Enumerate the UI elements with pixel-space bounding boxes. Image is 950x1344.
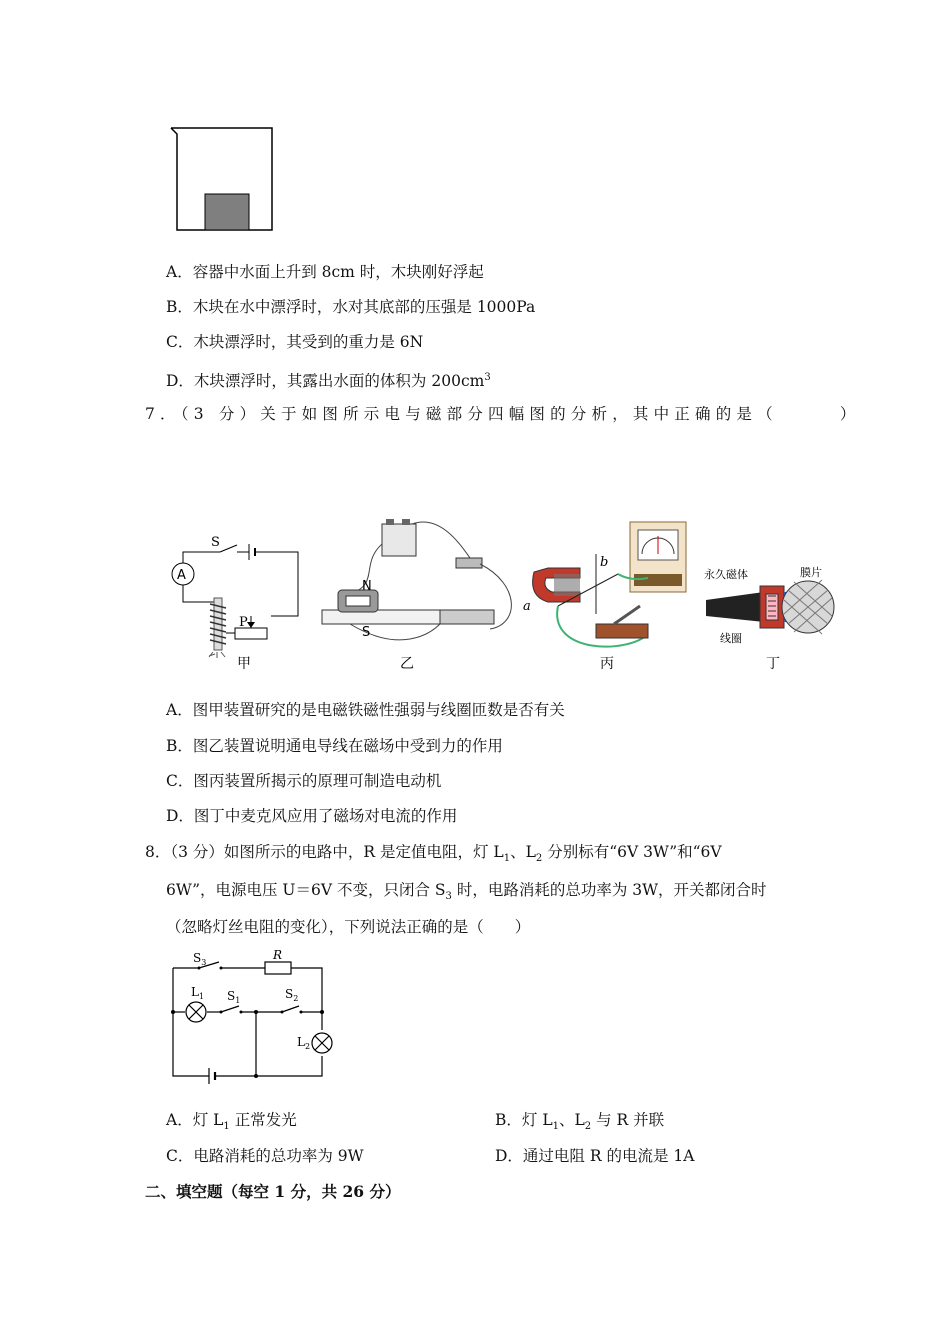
- s2-label: $S_2$: [285, 987, 299, 1003]
- q8-option-a: A．灯 $L_1$ 正常发光: [166, 1111, 297, 1133]
- q7-option-b: B．图乙装置说明通电导线在磁场中受到力的作用: [166, 737, 503, 755]
- wood-block: [205, 194, 249, 230]
- point-a-label: a: [523, 599, 531, 614]
- section-2-heading: 二、填空题（每空 1 分，共 26 分）: [145, 1182, 401, 1201]
- switch-s-label: S: [211, 535, 220, 550]
- s3-label: $S_3$: [193, 951, 207, 967]
- q8-stem-line1: 8．（3 分）如图所示的电路中，R 是定值电阻，灯 $L_1$、$L_2$ 分别标有“6V 3W”和“6V: [145, 843, 722, 865]
- r-label: R: [273, 948, 283, 962]
- caption-bing: 丙: [600, 656, 614, 672]
- q6-option-a: A．容器中水面上升到 8cm 时，木块刚好浮起: [166, 263, 484, 281]
- permanent-magnet-label: 永久磁体: [704, 568, 748, 581]
- caption-jia: 甲: [237, 656, 251, 672]
- s1-label: $S_1$: [227, 989, 241, 1005]
- figure-ding-microphone: [704, 560, 838, 674]
- q8-stem-line2: 6W”，电源电压 U＝6V 不变，只闭合 $S_3$ 时，电路消耗的总功率为 3W，开关都闭合时: [166, 881, 767, 903]
- q8-option-b: B．灯 $L_1$、$L_2$ 与 R 并联: [495, 1111, 665, 1133]
- coil-label: 线圈: [720, 632, 742, 645]
- north-pole-label: N: [362, 579, 372, 594]
- figure-yi-motor-experiment: [320, 514, 520, 674]
- diaphragm-label: 膜片: [800, 566, 822, 579]
- q8-option-d: D．通过电阻 R 的电流是 1A: [495, 1147, 695, 1165]
- caption-ding: 丁: [766, 656, 780, 672]
- q8-option-c: C．电路消耗的总功率为 9W: [166, 1147, 364, 1165]
- q6-option-d: D．木块漂浮时，其露出水面的体积为 $200cm^3$: [166, 372, 491, 391]
- south-pole-label: S: [362, 625, 371, 640]
- q8-circuit-diagram: [165, 948, 340, 1088]
- q6-option-b: B．木块在水中漂浮时，水对其底部的压强是 1000Pa: [166, 298, 536, 316]
- caption-yi: 乙: [400, 656, 414, 672]
- q7-stem: 7．（3 分）关于如图所示电与磁部分四幅图的分析，其中正确的是（ ）: [145, 405, 861, 423]
- q7-option-d: D．图丁中麦克风应用了磁场对电流的作用: [166, 807, 458, 825]
- slider-p-label: P: [239, 615, 248, 630]
- q7-option-c: C．图丙装置所揭示的原理可制造电动机: [166, 772, 442, 790]
- figure-jia-electromagnet-circuit: [165, 528, 310, 674]
- point-b-label: b: [600, 555, 609, 570]
- q7-option-a: A．图甲装置研究的是电磁铁磁性强弱与线圈匝数是否有关: [166, 701, 565, 719]
- q6-option-c: C．木块漂浮时，其受到的重力是 6N: [166, 333, 424, 351]
- l1-label: $L_1$: [191, 985, 205, 1001]
- q8-stem-line3: （忽略灯丝电阻的变化），下列说法正确的是（ ）: [166, 918, 531, 936]
- ammeter-label: A: [177, 568, 186, 583]
- figure-bing-induction-experiment: [518, 514, 698, 674]
- l2-label: $L_2$: [297, 1035, 311, 1051]
- container-figure: [165, 122, 280, 234]
